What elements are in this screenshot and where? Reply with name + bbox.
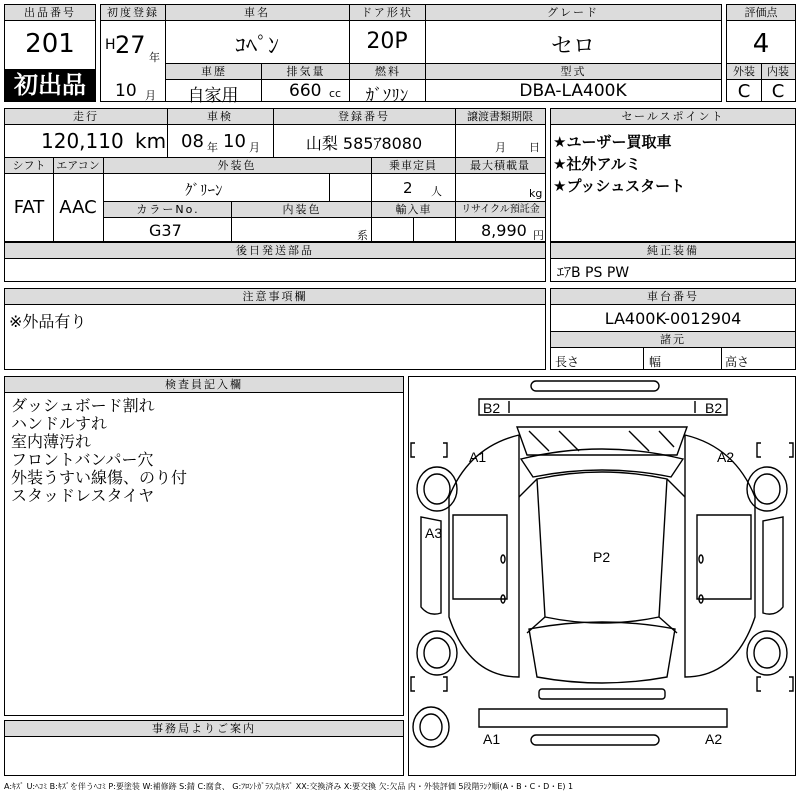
aircon: AAC	[59, 197, 97, 218]
score-label: 評価点	[727, 5, 795, 21]
notes-label: 注意事項欄	[5, 289, 545, 305]
car-history: 自家用	[187, 86, 239, 106]
damage-mark-b2-left: B2	[483, 400, 501, 416]
damage-mark-a2-front: A2	[717, 449, 735, 465]
first-reg-year: 27	[115, 31, 146, 59]
recycle-label: リサイクル預託金	[456, 202, 545, 218]
details-table	[4, 108, 546, 242]
score: 4	[752, 29, 770, 59]
aircon-label: エアコン	[53, 158, 103, 174]
history-label: 車歴	[166, 64, 262, 80]
color-number-label: カラーNo.	[104, 202, 232, 218]
reg-number-label: 登録番号	[273, 109, 455, 125]
mileage: 120,110	[41, 129, 124, 153]
lot-number: 201	[25, 29, 75, 59]
first-reg-month: 10	[115, 81, 137, 101]
inspector-note-line: フロントバンパー穴	[11, 450, 154, 469]
first-listing-badge: 初出品	[5, 69, 95, 102]
fuel: ｶﾞｿﾘﾝ	[365, 86, 409, 106]
car-name-label: 車名	[165, 5, 349, 21]
vehicle-header-table	[100, 4, 722, 106]
mileage-label: 走行	[5, 109, 167, 125]
car-outline-diagram	[409, 377, 795, 775]
damage-diagram	[408, 376, 796, 776]
registration-number: 山梨 585ｱ8080	[305, 134, 423, 153]
max-load-label: 最大積載量	[455, 158, 545, 174]
damage-mark-a1-front: A1	[469, 449, 487, 465]
shift: FAT	[13, 197, 45, 218]
office-notice-box	[4, 720, 404, 776]
capacity-unit: 人	[431, 185, 442, 198]
inspection-year-unit: 年	[207, 141, 218, 154]
sales-points-box	[550, 108, 796, 242]
sales-point-item: ★ユーザー買取車	[553, 133, 672, 151]
year-unit: 年	[149, 51, 160, 64]
damage-mark-p2: P2	[593, 549, 611, 565]
chassis-number: LA400K-0012904	[604, 309, 742, 328]
inspector-note-line: ハンドルすれ	[11, 414, 108, 433]
door-type: 20P	[366, 29, 408, 54]
inspection-month: 10	[223, 131, 246, 152]
inspector-notes-box	[4, 376, 404, 716]
chassis-label: 車台番号	[551, 289, 795, 305]
width-label: 幅	[649, 355, 662, 369]
inspector-note-line: 室内薄汚れ	[11, 432, 92, 451]
transfer-deadline-label: 譲渡書類期限	[455, 109, 545, 125]
office-notice-label: 事務局よりご案内	[5, 721, 403, 737]
notes-box	[4, 288, 546, 370]
km-unit: km	[135, 129, 167, 153]
ext-grade: C	[737, 81, 751, 102]
color-number: G37	[149, 221, 182, 240]
height-label: 高さ	[725, 355, 750, 369]
chassis-box	[550, 288, 796, 370]
int-color-label: 内装色	[232, 202, 372, 218]
import-label: 輸入車	[372, 202, 455, 218]
int-grade: C	[771, 81, 785, 102]
dims-label: 諸元	[551, 332, 795, 348]
score-box	[726, 4, 796, 102]
later-parts-label: 後日発送部品	[5, 243, 545, 259]
equipment-box	[550, 242, 796, 282]
car-name: ｺﾍﾟﾝ	[234, 34, 279, 59]
inspection-month-unit: 月	[249, 141, 260, 154]
inspection-year: 08	[181, 131, 204, 152]
damage-mark-b2-right: B2	[705, 400, 723, 416]
model-label: 型式	[426, 64, 721, 80]
later-parts-box	[4, 242, 546, 282]
capacity-label: 乗車定員	[371, 158, 455, 174]
ext-grade-label: 外装	[727, 64, 761, 80]
damage-mark-a2-rear: A2	[705, 731, 723, 747]
lot-number-box	[4, 4, 96, 102]
inspection-label: 車検	[167, 109, 273, 125]
int-grade-label: 内装	[761, 64, 795, 80]
equipment-value: ｴｱB PS PW	[557, 265, 630, 281]
capacity: 2	[403, 179, 413, 197]
exterior-color: ｸﾞﾘｰﾝ	[185, 181, 223, 199]
sales-point-item: ★プッシュスタート	[553, 177, 686, 195]
int-color-unit: 系	[357, 229, 368, 242]
transfer-month-unit: 月	[495, 141, 506, 154]
lot-number-label: 出品番号	[5, 5, 95, 21]
equipment-label: 純正装備	[551, 243, 795, 259]
fuel-label: 燃料	[350, 64, 426, 80]
sales-point-item: ★社外アルミ	[553, 155, 641, 173]
damage-mark-a3: A3	[425, 525, 443, 541]
damage-mark-a1-rear: A1	[483, 731, 501, 747]
inspector-note-line: ダッシュボード割れ	[11, 396, 155, 415]
ext-color-label: 外装色	[103, 158, 371, 174]
door-label: ドア形状	[349, 5, 425, 21]
displacement: 660	[289, 81, 322, 101]
kg-unit: kg	[529, 187, 543, 200]
recycle-deposit: 8,990	[481, 221, 527, 240]
model-code: DBA-LA400K	[519, 81, 627, 101]
month-unit: 月	[145, 89, 156, 102]
grade-label: グレード	[425, 5, 721, 21]
length-label: 長さ	[555, 355, 580, 369]
era: H	[105, 37, 116, 53]
inspector-note-line: 外装うすい線傷、のり付	[11, 468, 188, 487]
shift-label: シフト	[5, 158, 53, 174]
transfer-day-unit: 日	[529, 141, 540, 154]
legend: A:ｷｽﾞ U:ﾍｺﾐ B:ｷｽﾞを伴うﾍｺﾐ P:要塗装 W:補修跡 S:錆 C:腐食、 G:ﾌﾛﾝﾄｶﾞﾗｽ点ｷｽﾞ XX:交換済み X:要交換 欠:欠品 内・外装評価 5段階ﾗﾝｸ順(A・B・C・D・E) 1	[4, 782, 574, 791]
cc-unit: cc	[329, 87, 342, 100]
sales-points-label: セールスポイント	[551, 109, 795, 125]
notes-value: ※外品有り	[9, 312, 87, 331]
displacement-label: 排気量	[262, 64, 350, 80]
grade: セロ	[550, 34, 595, 59]
first-reg-label: 初度登録	[101, 5, 165, 21]
yen-unit: 円	[533, 229, 544, 242]
inspector-note-line: スタッドレスタイヤ	[11, 486, 155, 505]
inspector-notes-label: 検査員記入欄	[5, 377, 403, 393]
